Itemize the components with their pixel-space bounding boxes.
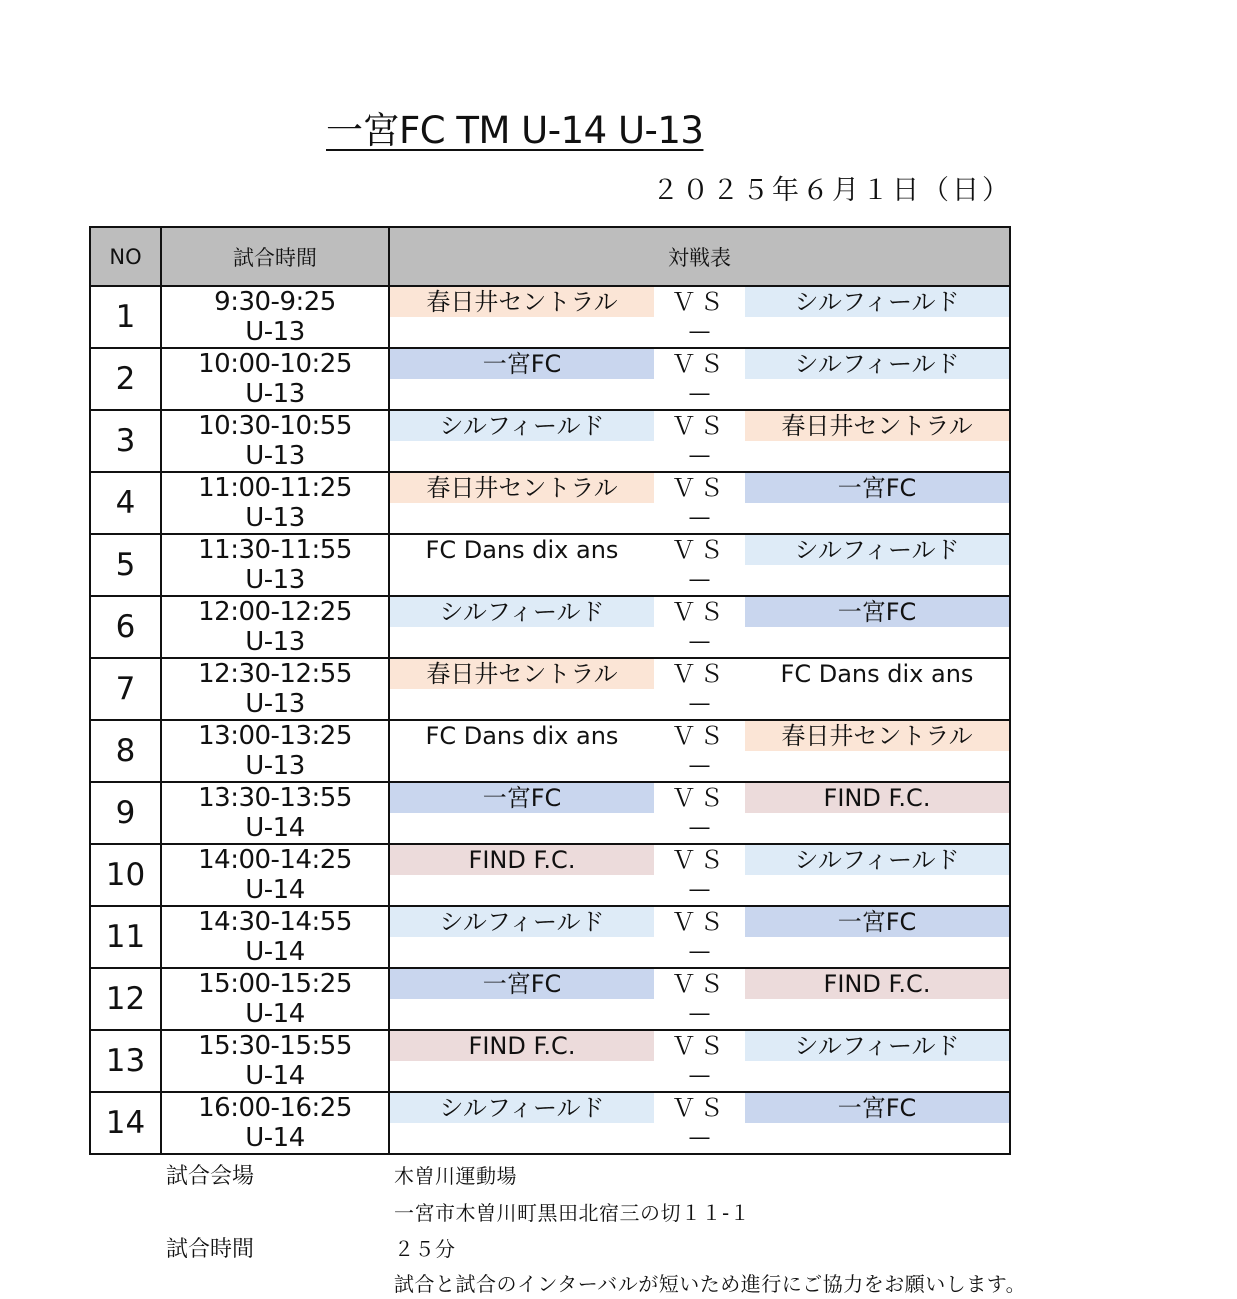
time-cell: [161, 906, 389, 968]
vs-label: ＶＳ: [671, 660, 728, 688]
home-team: FC Dans dix ans: [390, 721, 654, 751]
interval-note: 試合と試合のインターバルが短いため進行にご協力をお願いします。: [394, 1272, 1027, 1296]
match-time: 16:00-16:25: [198, 1093, 352, 1123]
away-team: シルフィールド: [745, 535, 1009, 565]
score-dash: ―: [689, 567, 710, 591]
match-number: 12: [90, 968, 161, 1030]
table-header-row: [90, 227, 1010, 286]
age-category: U-14: [245, 1061, 305, 1091]
score-dash: ―: [689, 691, 710, 715]
match-number: 1: [90, 286, 161, 348]
home-team: FIND F.C.: [390, 1031, 654, 1061]
vs-label: ＶＳ: [671, 1032, 728, 1060]
match-cell: [389, 286, 1010, 348]
match-time: 12:30-12:55: [198, 659, 352, 689]
match-number: 7: [90, 658, 161, 720]
match-number: 8: [90, 720, 161, 782]
home-team: 春日井セントラル: [390, 287, 654, 317]
match-time: 15:00-15:25: [198, 969, 352, 999]
time-cell: [161, 1030, 389, 1092]
schedule-body: [90, 286, 1010, 1154]
table-row: [90, 472, 1010, 534]
table-row: [90, 596, 1010, 658]
table-row: [90, 534, 1010, 596]
table-row: [90, 658, 1010, 720]
header-time: 試合時間: [161, 227, 389, 286]
vs-label: ＶＳ: [671, 1094, 728, 1122]
age-category: U-13: [245, 689, 305, 719]
vs-label: ＶＳ: [671, 412, 728, 440]
table-row: [90, 844, 1010, 906]
header-match: 対戦表: [389, 227, 1010, 286]
event-date: ２０２５年６月１日（日）: [652, 175, 1012, 206]
score-dash: ―: [689, 1063, 710, 1087]
age-category: U-13: [245, 503, 305, 533]
home-team: FIND F.C.: [390, 845, 654, 875]
match-time: 13:00-13:25: [198, 721, 352, 751]
match-number: 5: [90, 534, 161, 596]
age-category: U-13: [245, 379, 305, 409]
venue-name: 木曽川運動場: [394, 1164, 517, 1188]
match-number: 11: [90, 906, 161, 968]
table-row: [90, 906, 1010, 968]
time-cell: [161, 720, 389, 782]
match-cell: [389, 596, 1010, 658]
time-cell: [161, 534, 389, 596]
match-cell: [389, 410, 1010, 472]
score-dash: ―: [689, 1125, 710, 1149]
home-team: シルフィールド: [390, 907, 654, 937]
vs-label: ＶＳ: [671, 908, 728, 936]
schedule-table: [89, 226, 1011, 1155]
match-time: 9:30-9:25: [214, 287, 336, 317]
match-time: 14:00-14:25: [198, 845, 352, 875]
match-cell: [389, 782, 1010, 844]
away-team: シルフィールド: [745, 287, 1009, 317]
venue-address: 一宮市木曽川町黒田北宿三の切１１-１: [394, 1201, 751, 1225]
match-number: 6: [90, 596, 161, 658]
home-team: FC Dans dix ans: [390, 535, 654, 565]
vs-label: ＶＳ: [671, 970, 728, 998]
table-row: [90, 1030, 1010, 1092]
match-number: 3: [90, 410, 161, 472]
score-dash: ―: [689, 381, 710, 405]
match-cell: [389, 1030, 1010, 1092]
age-category: U-14: [245, 875, 305, 905]
table-row: [90, 348, 1010, 410]
match-cell: [389, 906, 1010, 968]
time-cell: [161, 348, 389, 410]
time-cell: [161, 968, 389, 1030]
table-row: [90, 968, 1010, 1030]
match-time: 10:30-10:55: [198, 411, 352, 441]
match-cell: [389, 472, 1010, 534]
match-time: 11:00-11:25: [198, 473, 352, 503]
match-time: 12:00-12:25: [198, 597, 352, 627]
vs-label: ＶＳ: [671, 536, 728, 564]
home-team: シルフィールド: [390, 1093, 654, 1123]
age-category: U-13: [245, 317, 305, 347]
home-team: 春日井セントラル: [390, 473, 654, 503]
match-time: 15:30-15:55: [198, 1031, 352, 1061]
time-cell: [161, 596, 389, 658]
age-category: U-13: [245, 627, 305, 657]
match-cell: [389, 720, 1010, 782]
match-cell: [389, 348, 1010, 410]
venue-label: 試合会場: [166, 1164, 255, 1189]
score-dash: ―: [689, 319, 710, 343]
away-team: 一宮FC: [745, 1093, 1009, 1123]
match-number: 2: [90, 348, 161, 410]
score-dash: ―: [689, 505, 710, 529]
header-no: NO: [90, 227, 161, 286]
match-cell: [389, 968, 1010, 1030]
age-category: U-14: [245, 999, 305, 1029]
home-team: シルフィールド: [390, 597, 654, 627]
home-team: 一宮FC: [390, 783, 654, 813]
time-cell: [161, 410, 389, 472]
time-cell: [161, 286, 389, 348]
duration-label: 試合時間: [166, 1237, 255, 1262]
vs-label: ＶＳ: [671, 784, 728, 812]
home-team: 一宮FC: [390, 969, 654, 999]
time-cell: [161, 1092, 389, 1154]
age-category: U-13: [245, 565, 305, 595]
duration-value: ２５分: [394, 1237, 456, 1261]
score-dash: ―: [689, 1001, 710, 1025]
away-team: FIND F.C.: [745, 969, 1009, 999]
score-dash: ―: [689, 877, 710, 901]
score-dash: ―: [689, 443, 710, 467]
table-row: [90, 1092, 1010, 1154]
vs-label: ＶＳ: [671, 846, 728, 874]
away-team: 春日井セントラル: [745, 721, 1009, 751]
away-team: シルフィールド: [745, 845, 1009, 875]
table-row: [90, 720, 1010, 782]
age-category: U-14: [245, 937, 305, 967]
match-time: 14:30-14:55: [198, 907, 352, 937]
match-cell: [389, 1092, 1010, 1154]
vs-label: ＶＳ: [671, 350, 728, 378]
score-dash: ―: [689, 939, 710, 963]
score-dash: ―: [689, 815, 710, 839]
away-team: 一宮FC: [745, 473, 1009, 503]
home-team: 一宮FC: [390, 349, 654, 379]
age-category: U-14: [245, 1123, 305, 1153]
score-dash: ―: [689, 753, 710, 777]
away-team: FIND F.C.: [745, 783, 1009, 813]
away-team: 一宮FC: [745, 597, 1009, 627]
document-title: 一宮FC TM U-14 U-13: [326, 109, 704, 152]
age-category: U-13: [245, 751, 305, 781]
table-row: [90, 410, 1010, 472]
home-team: 春日井セントラル: [390, 659, 654, 689]
away-team: 一宮FC: [745, 907, 1009, 937]
score-dash: ―: [689, 629, 710, 653]
vs-label: ＶＳ: [671, 288, 728, 316]
match-time: 13:30-13:55: [198, 783, 352, 813]
match-cell: [389, 658, 1010, 720]
table-row: [90, 782, 1010, 844]
match-number: 13: [90, 1030, 161, 1092]
match-number: 4: [90, 472, 161, 534]
time-cell: [161, 782, 389, 844]
match-number: 9: [90, 782, 161, 844]
table-row: [90, 286, 1010, 348]
match-cell: [389, 844, 1010, 906]
away-team: FC Dans dix ans: [745, 659, 1009, 689]
vs-label: ＶＳ: [671, 474, 728, 502]
time-cell: [161, 472, 389, 534]
match-number: 10: [90, 844, 161, 906]
match-number: 14: [90, 1092, 161, 1154]
away-team: シルフィールド: [745, 349, 1009, 379]
age-category: U-13: [245, 441, 305, 471]
home-team: シルフィールド: [390, 411, 654, 441]
time-cell: [161, 658, 389, 720]
vs-label: ＶＳ: [671, 598, 728, 626]
time-cell: [161, 844, 389, 906]
match-time: 11:30-11:55: [198, 535, 352, 565]
match-time: 10:00-10:25: [198, 349, 352, 379]
age-category: U-14: [245, 813, 305, 843]
vs-label: ＶＳ: [671, 722, 728, 750]
match-cell: [389, 534, 1010, 596]
away-team: シルフィールド: [745, 1031, 1009, 1061]
away-team: 春日井セントラル: [745, 411, 1009, 441]
